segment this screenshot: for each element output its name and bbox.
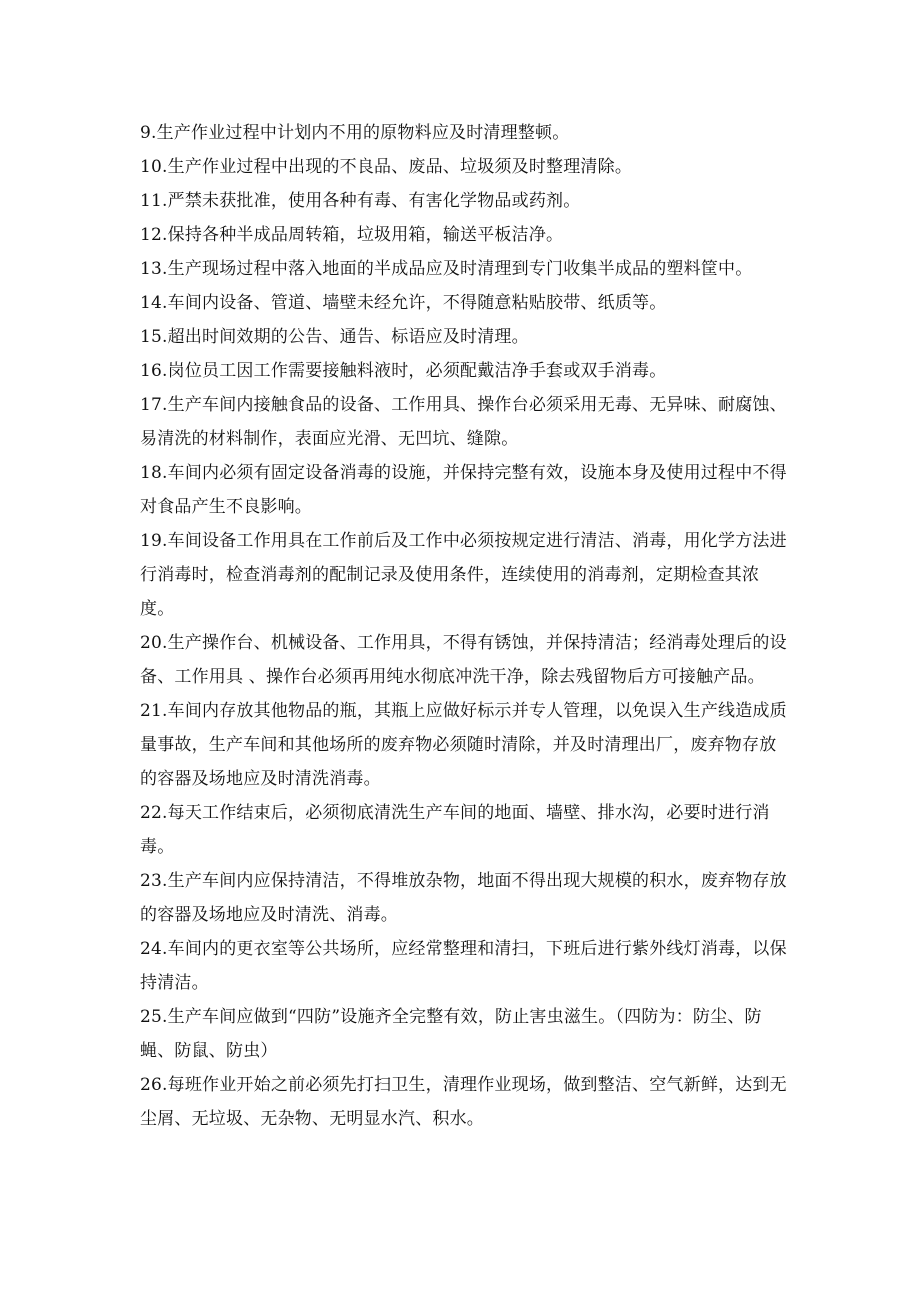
regulation-item-11: 11.严禁未获批准，使用各种有毒、有害化学物品或药剂。 bbox=[140, 191, 581, 211]
regulation-item-18: 18.车间内必须有固定设备消毒的设施，并保持完整有效，设施本身及使用过程中不得对食品产生不良影响。 bbox=[140, 463, 787, 517]
regulation-item-22: 22.每天工作结束后，必须彻底清洗生产车间的地面、墙壁、排水沟，必要时进行消毒。 bbox=[140, 803, 770, 857]
regulation-item-12: 12.保持各种半成品周转箱，垃圾用箱，输送平板洁净。 bbox=[140, 225, 564, 245]
regulation-item-14: 14.车间内设备、管道、墙壁未经允许，不得随意粘贴胶带、纸质等。 bbox=[140, 293, 667, 313]
regulation-item-9: 9.生产作业过程中计划内不用的原物料应及时清理整顿。 bbox=[140, 123, 570, 143]
regulation-item-23: 23.生产车间内应保持清洁，不得堆放杂物，地面不得出现大规模的积水，废弃物存放的容器及场地应及时清洗、消毒。 bbox=[140, 871, 787, 925]
regulation-item-15: 15.超出时间效期的公告、通告、标语应及时清理。 bbox=[140, 327, 529, 347]
regulation-item-21: 21.车间内存放其他物品的瓶，其瓶上应做好标示并专人管理，以免误入生产线造成质量事故，生产车间和其他场所的废弃物必须随时清除，并及时清理出厂，废弃物存放的容器及场地应及时清洗消毒。 bbox=[140, 701, 787, 789]
regulation-item-16: 16.岗位员工因工作需要接触料液时，必须配戴洁净手套或双手消毒。 bbox=[140, 361, 667, 381]
regulation-item-24: 24.车间内的更衣室等公共场所，应经常整理和清扫，下班后进行紫外线灯消毒，以保持清洁。 bbox=[140, 939, 787, 993]
regulation-item-10: 10.生产作业过程中出现的不良品、废品、垃圾须及时整理清除。 bbox=[140, 157, 633, 177]
regulation-item-19: 19.车间设备工作用具在工作前后及工作中必须按规定进行清洁、消毒，用化学方法进行消毒时，检查消毒剂的配制记录及使用条件，连续使用的消毒剂，定期检查其浓度。 bbox=[140, 531, 787, 619]
regulation-list bbox=[140, 116, 790, 1136]
regulation-item-13: 13.生产现场过程中落入地面的半成品应及时清理到专门收集半成品的塑料筐中。 bbox=[140, 259, 753, 279]
regulation-item-25: 25.生产车间应做到“四防”设施齐全完整有效，防止害虫滋生。（四防为：防尘、防蝇、防鼠、防虫） bbox=[140, 1007, 762, 1061]
regulation-item-17: 17.生产车间内接触食品的设备、工作用具、操作台必须采用无毒、无异味、耐腐蚀、易清洗的材料制作，表面应光滑、无凹坑、缝隙。 bbox=[140, 395, 787, 449]
regulation-item-26: 26.每班作业开始之前必须先打扫卫生，清理作业现场，做到整洁、空气新鲜，达到无尘屑、无垃圾、无杂物、无明显水汽、积水。 bbox=[140, 1075, 787, 1129]
regulation-item-20: 20.生产操作台、机械设备、工作用具，不得有锈蚀，并保持清洁；经消毒处理后的设备、工作用具 、操作台必须再用纯水彻底冲洗干净，除去残留物后方可接触产品。 bbox=[140, 633, 787, 687]
